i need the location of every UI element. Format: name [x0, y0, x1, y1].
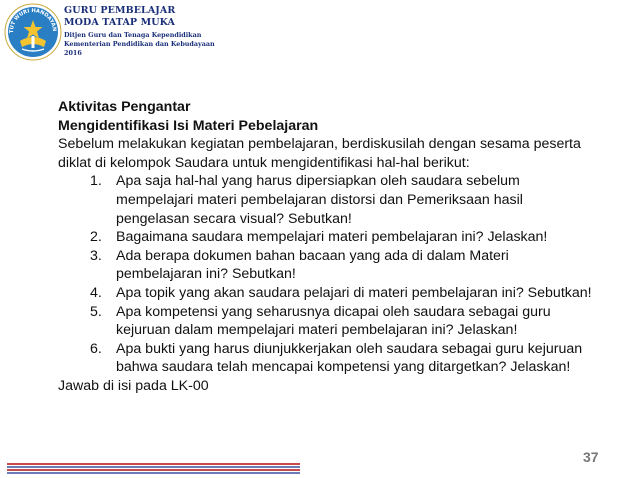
question-text: Apa topik yang akan saudara pelajari di materi pembelajaran ini? Sebutkan! [116, 284, 592, 301]
footer-rule-blue [7, 472, 300, 474]
footer-rule-red [7, 463, 300, 465]
footer-rule-red [7, 469, 300, 471]
question-number: 2. [90, 229, 102, 246]
question-text: Apa kompetensi yang seharusnya dicapai oleh saudara sebagai guru kejuruan dalam mempelajari materi pembelajaran ini? Jelaskan! [116, 303, 551, 339]
question-number: 5. [90, 303, 102, 320]
list-item [58, 228, 598, 247]
page-number: 37 [583, 449, 599, 465]
question-text: Bagaimana saudara mempelajari materi pembelajaran ini? Jelaskan! [116, 229, 548, 246]
question-number: 1. [90, 173, 102, 190]
question-number: 6. [90, 340, 102, 357]
footer-rule-blue [7, 466, 300, 468]
answer-instruction: Jawab di isi pada LK-00 [58, 377, 209, 394]
header-text-block [64, 5, 215, 58]
header-program-title: GURU PEMBELAJAR [64, 5, 176, 16]
list-item [58, 172, 598, 228]
activity-title: Aktivitas Pengantar [58, 99, 191, 115]
header-ministry: Kementerian Pendidikan dan Kebudayaan [64, 40, 215, 48]
question-number: 3. [90, 247, 102, 264]
header-program-mode: MODA TATAP MUKA [64, 17, 176, 28]
list-item [58, 303, 598, 340]
question-number: 4. [90, 284, 102, 301]
list-item [58, 284, 598, 303]
list-item [58, 340, 598, 377]
question-text: Ada berapa dokumen bahan bacaan yang ada di dalam Materi pembelajaran ini? Sebutkan! [116, 247, 509, 283]
svg-text:TUT WURI HANDAYANI: TUT WURI HANDAYAN [8, 7, 58, 34]
question-text: Apa bukti yang harus diunjukkerjakan oleh saudara sebagai guru kejuruan bahwa saudara telah mencapai kompetensi yang ditargetkan? Jelaskan! [116, 340, 583, 376]
intro-paragraph: Sebelum melakukan kegiatan pembelajaran, berdiskusilah dengan sesama peserta diklat di kelompok Saudara untuk mengidentifikasi hal-hal berikut: [58, 136, 581, 171]
header-directorate: Ditjen Guru dan Tenaga Kependidikan [64, 31, 202, 39]
question-list [58, 172, 598, 377]
question-text: Apa saja hal-hal yang harus dipersiapkan oleh saudara sebelum mempelajari materi pembelajaran distorsi dan Pemeriksaan hasil pengelasan secara visual? Sebutkan! [116, 173, 523, 227]
header-year: 2016 [64, 49, 82, 57]
tut-wuri-handayani-logo [4, 3, 62, 61]
activity-content [58, 98, 598, 396]
list-item [58, 247, 598, 284]
document-header [4, 3, 304, 65]
activity-subtitle: Mengidentifikasi Isi Materi Pebelajaran [58, 117, 319, 134]
